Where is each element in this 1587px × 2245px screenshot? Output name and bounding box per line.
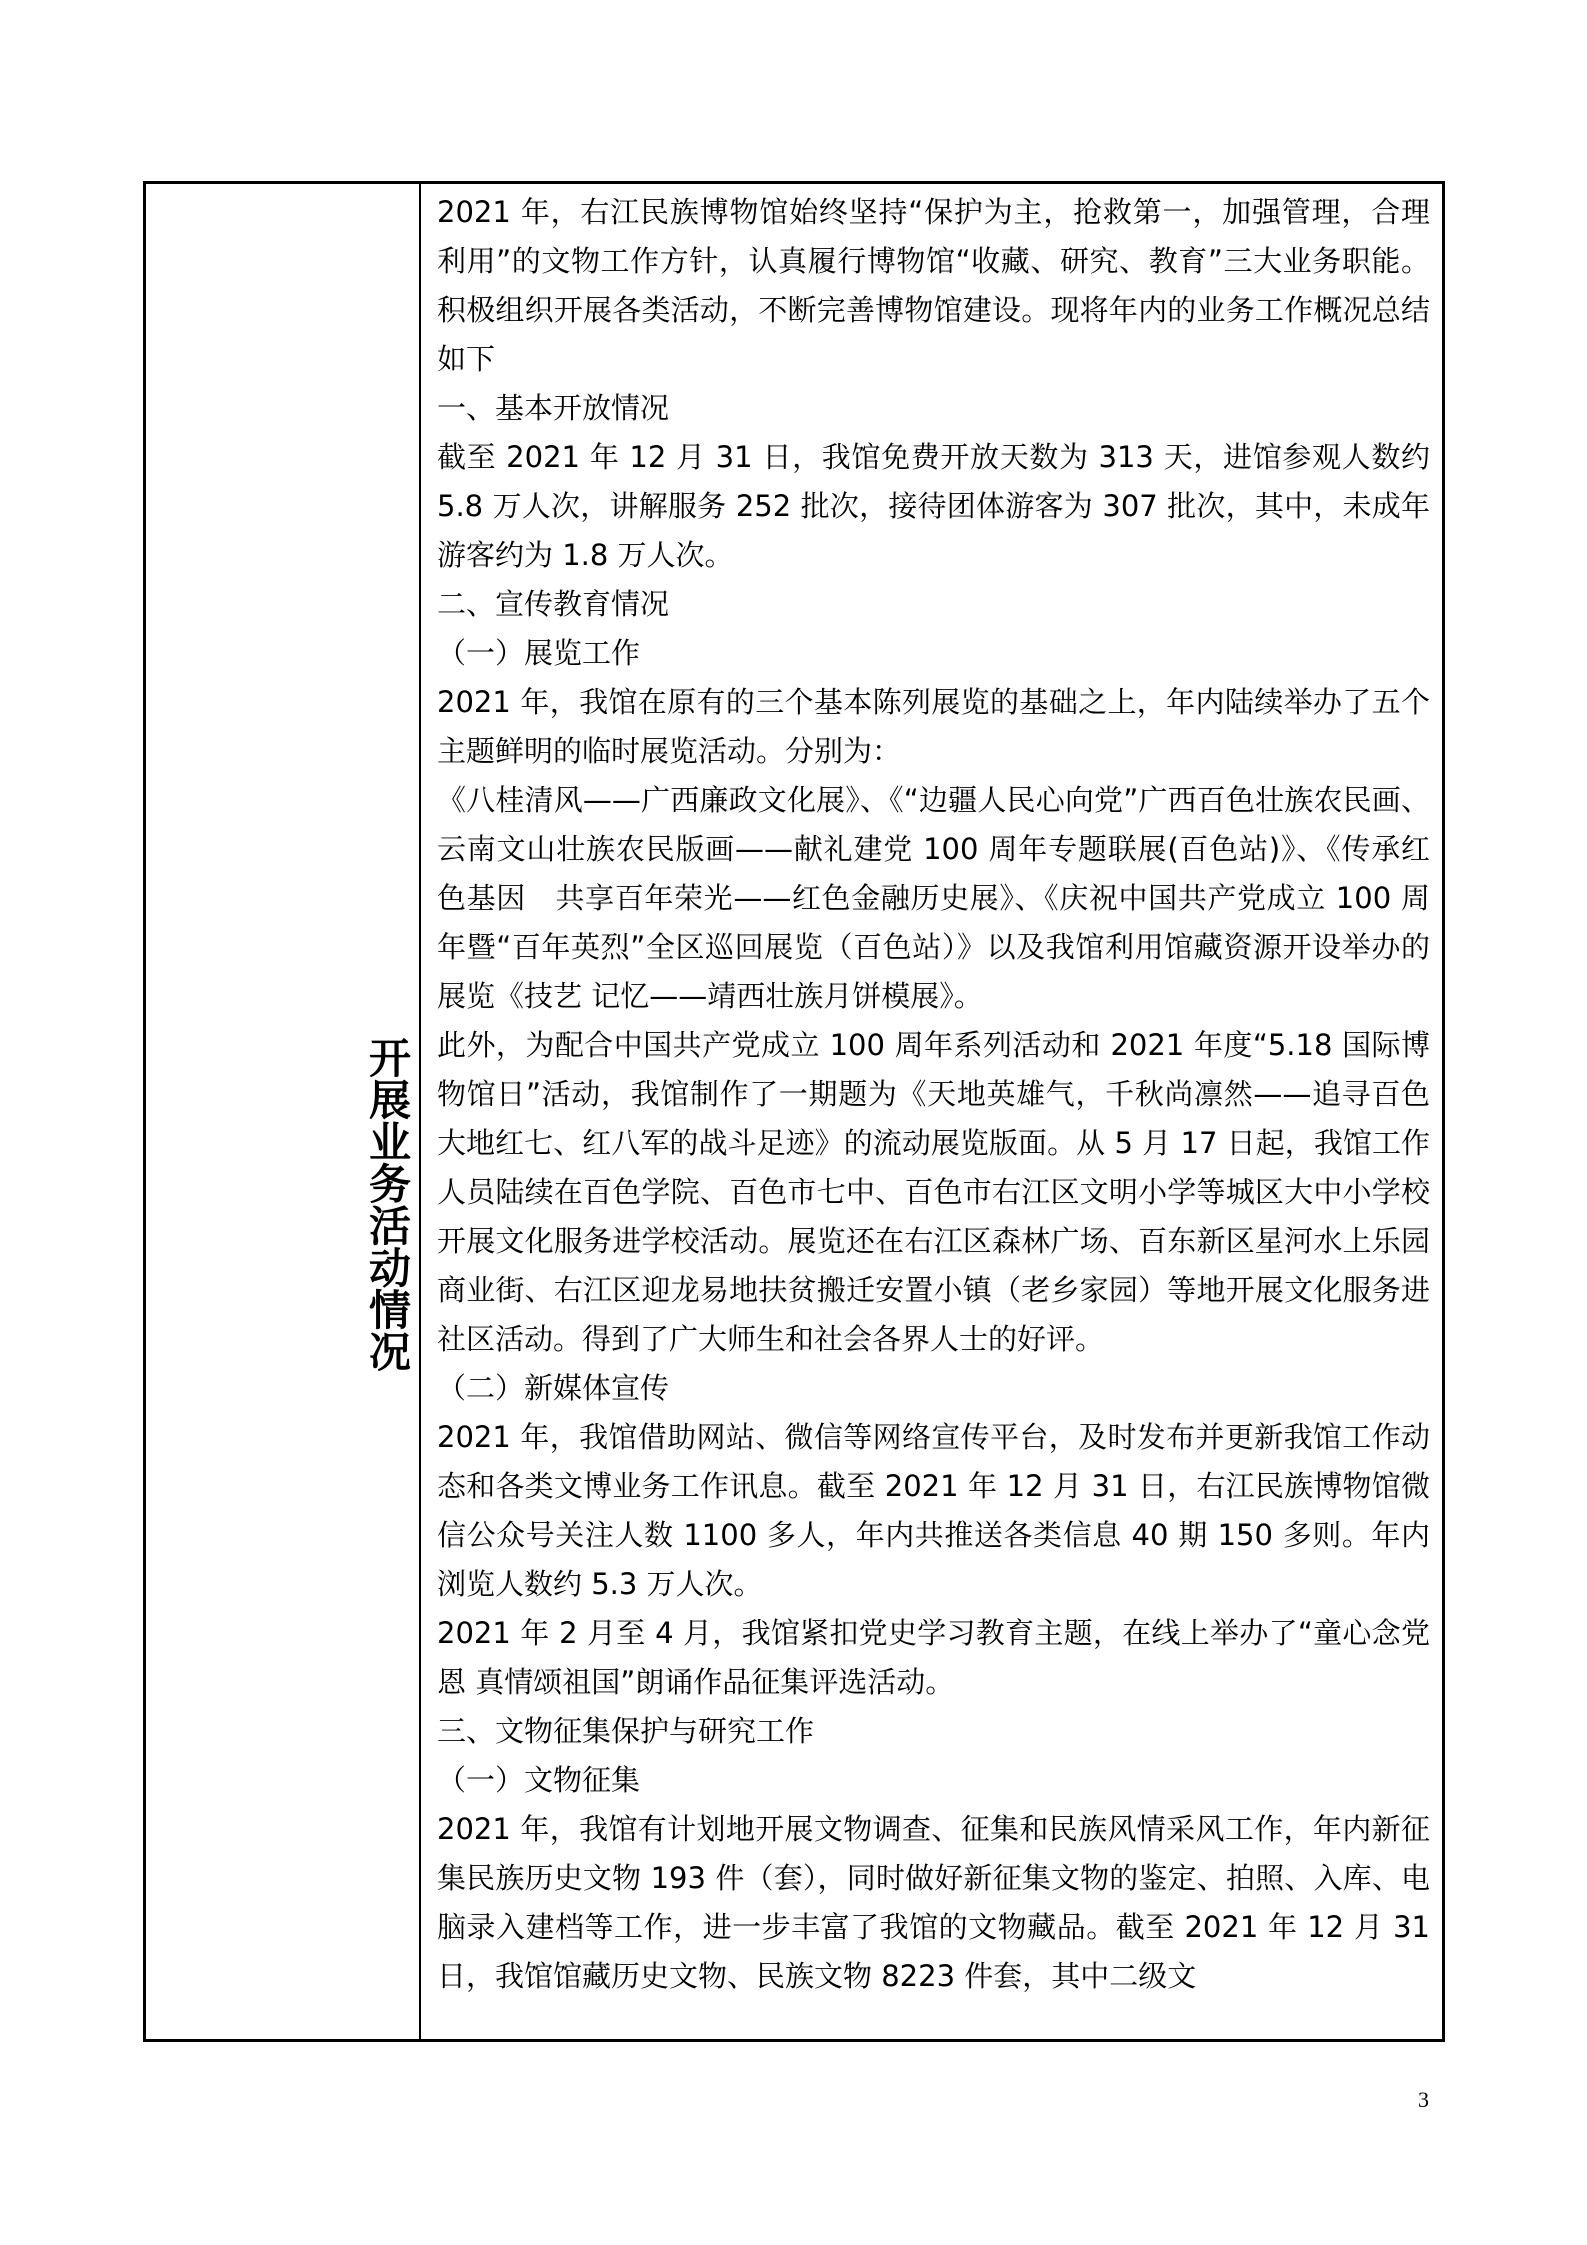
heading-publicity-education: 二、宣传教育情况	[437, 587, 670, 621]
section-label-cell	[146, 184, 421, 2039]
heading-basic-opening: 一、基本开放情况	[437, 391, 670, 425]
page-number: 3	[1418, 2087, 1429, 2112]
subheading-new-media: （二）新媒体宣传	[437, 1371, 670, 1405]
heading-collection-protection: 三、文物征集保护与研究工作	[437, 1714, 815, 1748]
paragraph-mobile-exhibition: 此外，为配合中国共产党成立 100 周年系列活动和 2021 年度“5.18 国际博物馆日”活动，我馆制作了一期题为《天地英雄气，千秋尚凛然——追寻百色大地红七、红八军的战斗足迹》的流动展览版面。从 5 月 17 日起，我馆工作人员陆续在百色学院、百色市七中、百色市右江区文明小学等城区大中小学校开展文化服务进学校活动。展览还在右江区森林广场、百东新区星河水上乐园商业街、右江区迎龙易地扶贫搬迁安置小镇（老乡家园）等地开展文化服务进社区活动。得到了广大师生和社会各界人士的好评。	[437, 1028, 1430, 1356]
paragraph-exhibitions-intro: 2021 年，我馆在原有的三个基本陈列展览的基础之上，年内陆续举办了五个主题鲜明的临时展览活动。分别为：	[437, 685, 1430, 768]
paragraph-opening-stats: 截至 2021 年 12 月 31 日，我馆免费开放天数为 313 天，进馆参观人数约 5.8 万人次，讲解服务 252 批次，接待团体游客为 307 批次，其中，未成年游客约为 1.8 万人次。	[437, 440, 1430, 572]
content-cell	[423, 184, 1442, 2039]
report-table	[143, 181, 1445, 2042]
section-label: 开展业务活动情况	[363, 1036, 412, 1372]
paragraph-collection: 2021 年，我馆有计划地开展文物调查、征集和民族风情采风工作，年内新征集民族历史文物 193 件（套），同时做好新征集文物的鉴定、拍照、入库、电脑录入建档等工作，进一步丰富了我馆的文物藏品。截至 2021 年 12 月 31 日，我馆馆藏历史文物、民族文物 8223 件套，其中二级文	[437, 1812, 1430, 1993]
subheading-exhibitions: （一）展览工作	[437, 636, 641, 670]
subheading-collection: （一）文物征集	[437, 1763, 641, 1797]
paragraph-recitation-event: 2021 年 2 月至 4 月，我馆紧扣党史学习教育主题，在线上举办了“童心念党恩 真情颂祖国”朗诵作品征集评选活动。	[437, 1616, 1430, 1699]
paragraph-intro: 2021 年，右江民族博物馆始终坚持“保护为主，抢救第一，加强管理，合理利用”的文物工作方针，认真履行博物馆“收藏、研究、教育”三大业务职能。积极组织开展各类活动，不断完善博物馆建设。现将年内的业务工作概况总结如下	[437, 195, 1430, 376]
paragraph-exhibitions-list: 《八桂清风——广西廉政文化展》、《“边疆人民心向党”广西百色壮族农民画、云南文山壮族农民版画——献礼建党 100 周年专题联展(百色站)》、《传承红色基因 共享百年荣光——红色金融历史展》、《庆祝中国共产党成立 100 周年暨“百年英烈”全区巡回展览（百色站）》以及我馆利用馆藏资源开设举办的展览《技艺 记忆——靖西壮族月饼模展》。	[437, 783, 1430, 1013]
paragraph-new-media: 2021 年，我馆借助网站、微信等网络宣传平台，及时发布并更新我馆工作动态和各类文博业务工作讯息。截至 2021 年 12 月 31 日，右江民族博物馆微信公众号关注人数 1100 多人，年内共推送各类信息 40 期 150 多则。年内浏览人数约 5.3 万人次。	[437, 1420, 1430, 1601]
